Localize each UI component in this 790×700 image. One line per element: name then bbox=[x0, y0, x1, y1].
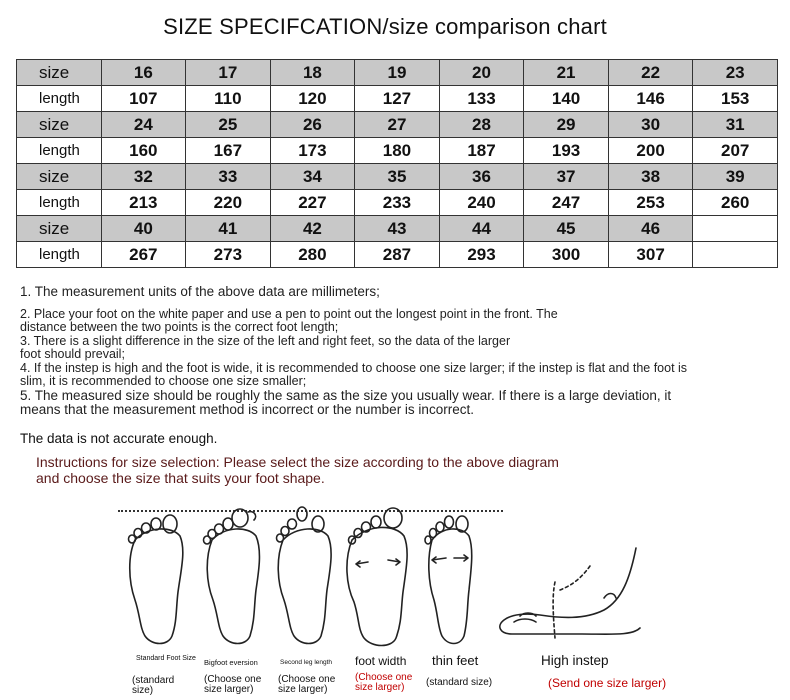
size-value-cell: 37 bbox=[524, 164, 609, 190]
size-value-cell: 30 bbox=[608, 112, 693, 138]
length-value-cell: 280 bbox=[270, 242, 355, 268]
size-value-cell: 17 bbox=[186, 60, 271, 86]
length-value-cell: 233 bbox=[355, 190, 440, 216]
size-value-cell: 35 bbox=[355, 164, 440, 190]
note-4-line-2: slim, it is recommended to choose one size smaller; bbox=[20, 374, 307, 388]
foot-label-thin: thin feet bbox=[432, 653, 479, 668]
length-value-cell: 200 bbox=[608, 138, 693, 164]
foot-label-high-instep: High instep bbox=[541, 653, 609, 668]
size-value-cell: 42 bbox=[270, 216, 355, 242]
size-value-cell: 40 bbox=[101, 216, 186, 242]
size-value-cell: 16 bbox=[101, 60, 186, 86]
note-2-line-1: 2. Place your foot on the white paper and use a pen to point out the longest point in the front. The bbox=[20, 306, 558, 321]
length-value-cell: 247 bbox=[524, 190, 609, 216]
note-5-line-2: means that the measurement method is incorrect or the number is incorrect. bbox=[20, 402, 474, 417]
length-value-cell: 127 bbox=[355, 86, 440, 112]
length-value-cell: 173 bbox=[270, 138, 355, 164]
size-header-cell: size bbox=[17, 164, 102, 190]
note-2-line-2: distance between the two points is the correct foot length; bbox=[20, 320, 339, 334]
length-value-cell: 107 bbox=[101, 86, 186, 112]
size-value-cell: 39 bbox=[693, 164, 778, 190]
size-header-cell: size bbox=[17, 60, 102, 86]
foot-sub-bigfoot: (Choose one size larger) bbox=[204, 674, 262, 695]
length-value-cell: 240 bbox=[439, 190, 524, 216]
length-value-cell: 307 bbox=[608, 242, 693, 268]
foot-label-standard: Standard Foot Size bbox=[136, 655, 196, 662]
foot-label-width: foot width bbox=[355, 654, 407, 668]
length-value-cell: 293 bbox=[439, 242, 524, 268]
length-row bbox=[17, 86, 778, 112]
size-value-cell: 19 bbox=[355, 60, 440, 86]
length-value-cell: 140 bbox=[524, 86, 609, 112]
length-value-cell: 227 bbox=[270, 190, 355, 216]
length-value-cell: 267 bbox=[101, 242, 186, 268]
length-value-cell: 207 bbox=[693, 138, 778, 164]
size-value-cell: 36 bbox=[439, 164, 524, 190]
size-value-cell: 29 bbox=[524, 112, 609, 138]
instructions-line-1: Instructions for size selection: Please select the size according to the above diagram bbox=[36, 454, 559, 470]
note-3-line-2: foot should prevail; bbox=[20, 347, 125, 361]
size-row bbox=[17, 164, 778, 190]
length-value-cell: 180 bbox=[355, 138, 440, 164]
size-header-cell: size bbox=[17, 216, 102, 242]
size-value-cell: 22 bbox=[608, 60, 693, 86]
foot-sub-standard: (standard size) bbox=[132, 675, 175, 696]
length-value-cell bbox=[693, 242, 778, 268]
size-header-cell: size bbox=[17, 112, 102, 138]
measurement-notes bbox=[20, 285, 770, 418]
size-row bbox=[17, 216, 778, 242]
length-value-cell: 300 bbox=[524, 242, 609, 268]
size-value-cell: 27 bbox=[355, 112, 440, 138]
length-value-cell: 187 bbox=[439, 138, 524, 164]
size-value-cell: 45 bbox=[524, 216, 609, 242]
foot-shape-illustrations bbox=[0, 500, 790, 700]
size-value-cell: 43 bbox=[355, 216, 440, 242]
foot-sub-high-instep: (Send one size larger) bbox=[548, 676, 667, 690]
length-value-cell: 110 bbox=[186, 86, 271, 112]
thin-foot-icon bbox=[425, 516, 472, 644]
size-value-cell: 24 bbox=[101, 112, 186, 138]
note-1: 1. The measurement units of the above data are millimeters; bbox=[20, 284, 380, 299]
foot-label-bigfoot: Bigfoot eversion bbox=[204, 658, 258, 667]
length-value-cell: 167 bbox=[186, 138, 271, 164]
length-value-cell: 273 bbox=[186, 242, 271, 268]
length-header-cell: length bbox=[17, 242, 102, 268]
note-3-line-1: 3. There is a slight difference in the size of the left and right feet, so the data of the larger bbox=[20, 333, 511, 348]
high-instep-foot-icon bbox=[500, 548, 640, 638]
size-value-cell: 20 bbox=[439, 60, 524, 86]
accuracy-warning: The data is not accurate enough. bbox=[20, 431, 218, 446]
size-value-cell: 33 bbox=[186, 164, 271, 190]
bigfoot-eversion-icon bbox=[204, 509, 260, 644]
length-value-cell: 287 bbox=[355, 242, 440, 268]
note-5-line-1: 5. The measured size should be roughly the same as the size you usually wear. If there is a large deviation, it bbox=[20, 387, 672, 403]
length-value-cell: 253 bbox=[608, 190, 693, 216]
size-value-cell: 41 bbox=[186, 216, 271, 242]
size-comparison-table bbox=[16, 59, 778, 268]
length-value-cell: 146 bbox=[608, 86, 693, 112]
length-header-cell: length bbox=[17, 138, 102, 164]
size-value-cell bbox=[693, 216, 778, 242]
length-value-cell: 160 bbox=[101, 138, 186, 164]
size-value-cell: 44 bbox=[439, 216, 524, 242]
foot-label-second-toe: Second leg length bbox=[280, 659, 333, 666]
foot-sub-second-toe: (Choose one size larger) bbox=[278, 674, 336, 695]
length-header-cell: length bbox=[17, 190, 102, 216]
size-value-cell: 34 bbox=[270, 164, 355, 190]
second-toe-long-icon bbox=[277, 507, 332, 644]
size-row bbox=[17, 60, 778, 86]
size-value-cell: 46 bbox=[608, 216, 693, 242]
size-value-cell: 28 bbox=[439, 112, 524, 138]
note-4-line-1: 4. If the instep is high and the foot is wide, it is recommended to choose one size larger; if the instep is flat and the foot is bbox=[20, 360, 688, 375]
size-value-cell: 18 bbox=[270, 60, 355, 86]
length-value-cell: 220 bbox=[186, 190, 271, 216]
foot-sub-thin: (standard size) bbox=[426, 677, 493, 688]
length-value-cell: 120 bbox=[270, 86, 355, 112]
size-value-cell: 25 bbox=[186, 112, 271, 138]
instructions-line-2: and choose the size that suits your foot shape. bbox=[36, 470, 325, 486]
standard-foot-icon bbox=[129, 515, 183, 644]
length-value-cell: 133 bbox=[439, 86, 524, 112]
size-selection-instructions bbox=[36, 454, 676, 486]
foot-sub-width: (Choose one size larger) bbox=[355, 672, 413, 693]
length-value-cell: 193 bbox=[524, 138, 609, 164]
page-title: SIZE SPECIFCATION/size comparison chart bbox=[163, 14, 607, 39]
length-row bbox=[17, 138, 778, 164]
size-value-cell: 26 bbox=[270, 112, 355, 138]
length-value-cell: 260 bbox=[693, 190, 778, 216]
length-row bbox=[17, 242, 778, 268]
size-row bbox=[17, 112, 778, 138]
size-value-cell: 32 bbox=[101, 164, 186, 190]
size-value-cell: 21 bbox=[524, 60, 609, 86]
length-row bbox=[17, 190, 778, 216]
length-value-cell: 213 bbox=[101, 190, 186, 216]
length-value-cell: 153 bbox=[693, 86, 778, 112]
size-value-cell: 31 bbox=[693, 112, 778, 138]
size-value-cell: 23 bbox=[693, 60, 778, 86]
wide-foot-icon bbox=[347, 508, 407, 646]
size-value-cell: 38 bbox=[608, 164, 693, 190]
length-header-cell: length bbox=[17, 86, 102, 112]
